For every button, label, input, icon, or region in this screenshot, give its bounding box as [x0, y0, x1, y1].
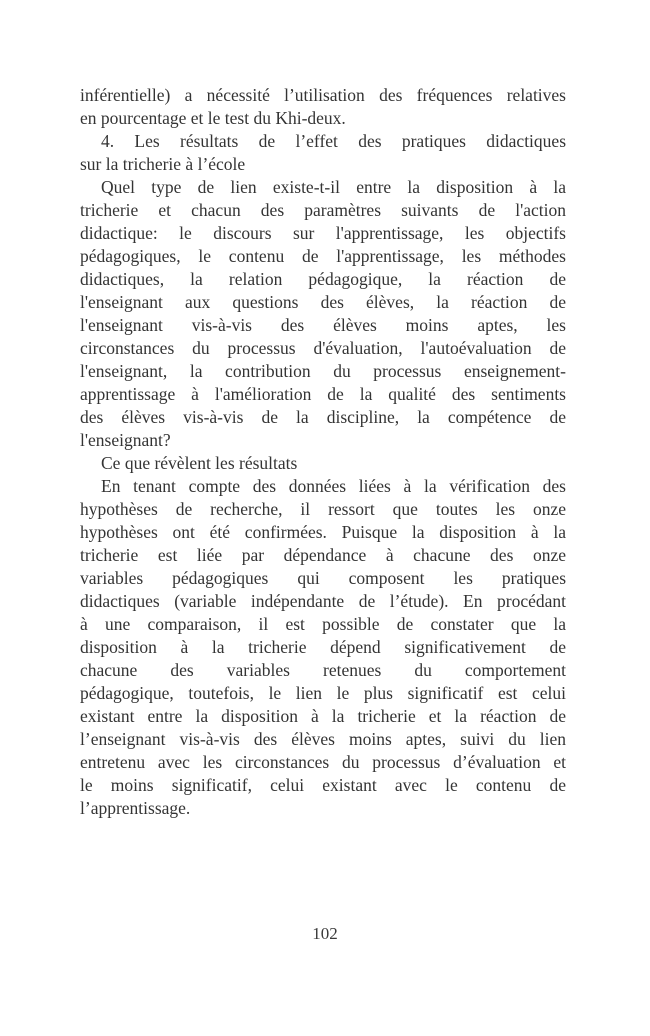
text-line: pédagogiques, le contenu de l'apprentissage, les méthodes — [80, 246, 566, 266]
text-line: l’enseignant vis-à-vis des élèves moins aptes, suivi du lien — [80, 729, 566, 749]
text-line: didactiques, la relation pédagogique, la réaction de — [80, 269, 566, 289]
text-line: disposition à la tricherie dépend significativement de — [80, 637, 566, 657]
text-line: l’apprentissage. — [80, 798, 191, 818]
text-line: le moins significatif, celui existant avec le contenu de — [80, 775, 566, 795]
page-number: 102 — [312, 924, 338, 943]
text-line: didactique: le discours sur l'apprentissage, les objectifs — [80, 223, 566, 243]
text-line: Ce que révèlent les résultats — [101, 453, 298, 473]
text-line: en pourcentage et le test du Khi-deux. — [80, 108, 346, 128]
text-line: pédagogique, toutefois, le lien le plus significatif est celui — [80, 683, 566, 703]
text-line: inférentielle) a nécessité l’utilisation des fréquences relatives — [80, 85, 566, 105]
text-line: circonstances du processus d'évaluation, l'autoévaluation de — [80, 338, 566, 358]
text-line: sur la tricherie à l’école — [80, 154, 246, 174]
text-line: tricherie est liée par dépendance à chacune des onze — [80, 545, 566, 565]
text-line: tricherie et chacun des paramètres suivants de l'action — [80, 200, 566, 220]
text-line: apprentissage à l'amélioration de la qualité des sentiments — [80, 384, 566, 404]
text-line: En tenant compte des données liées à la vérification des — [101, 476, 566, 496]
text-line: hypothèses ont été confirmées. Puisque la disposition à la — [80, 522, 566, 542]
text-line: existant entre la disposition à la tricherie et la réaction de — [80, 706, 566, 726]
text-line: hypothèses de recherche, il ressort que toutes les onze — [80, 499, 566, 519]
text-column — [80, 84, 566, 820]
text-line: entretenu avec les circonstances du processus d’évaluation et — [80, 752, 566, 772]
text-line: à une comparaison, il est possible de constater que la — [80, 614, 566, 634]
text-line: des élèves vis-à-vis de la discipline, la compétence de — [80, 407, 566, 427]
page-footer — [0, 922, 650, 945]
text-line: chacune des variables retenues du comportement — [80, 660, 566, 680]
text-line: didactiques (variable indépendante de l’étude). En procédant — [80, 591, 566, 611]
text-line: l'enseignant, la contribution du processus enseignement- — [80, 361, 566, 381]
text-line: l'enseignant vis-à-vis des élèves moins aptes, les — [80, 315, 566, 335]
text-line: variables pédagogiques qui composent les pratiques — [80, 568, 566, 588]
text-line: Quel type de lien existe-t-il entre la disposition à la — [101, 177, 566, 197]
text-line: 4. Les résultats de l’effet des pratiques didactiques — [101, 131, 566, 151]
text-line: l'enseignant aux questions des élèves, la réaction de — [80, 292, 566, 312]
text-line: l'enseignant? — [80, 430, 171, 450]
